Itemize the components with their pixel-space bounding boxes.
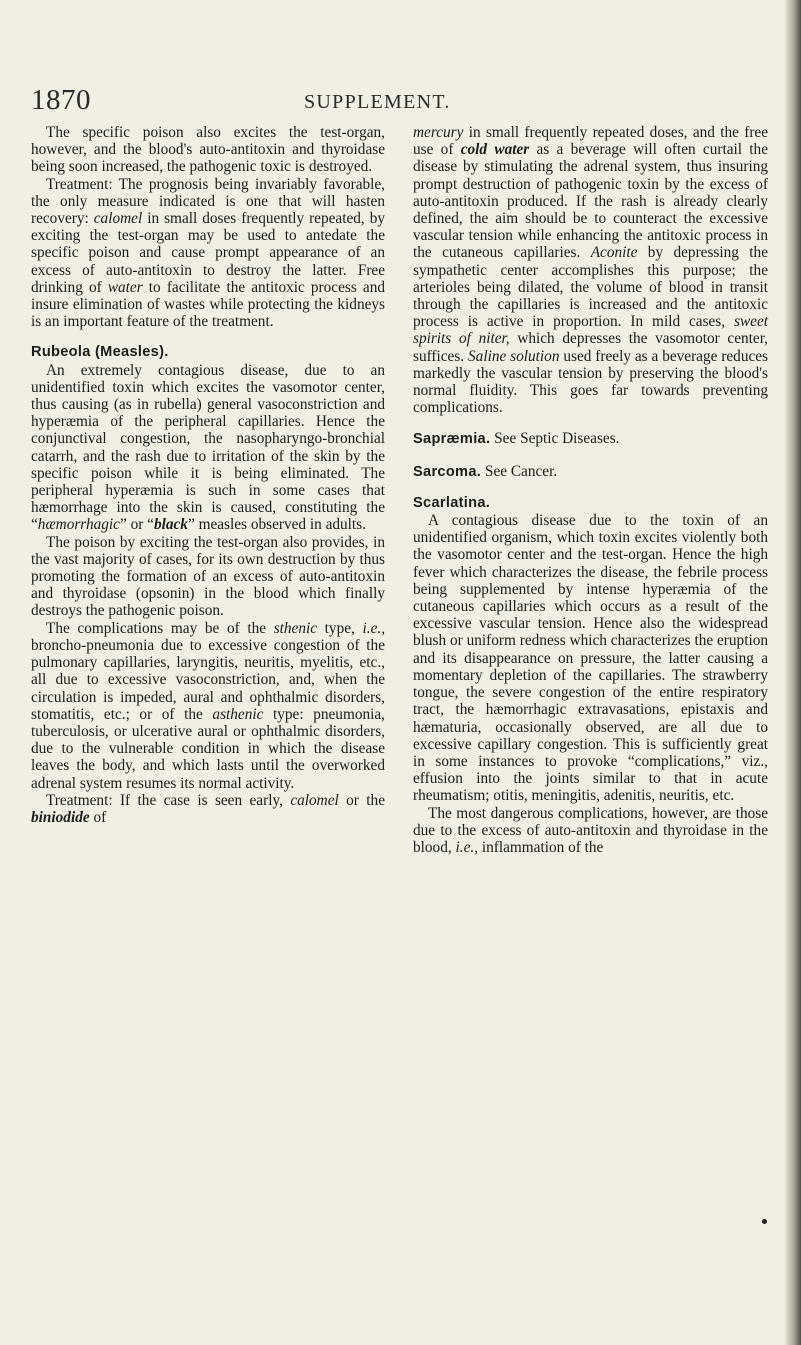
text: type: pneumonia, tuberculosis, or ulcerative aural or ophthalmic disorders, due to the vulnerable condition in which the disease leaves the body, and which lasts until the overworked adrenal system resumes its normal activity. bbox=[31, 705, 385, 792]
page-mark bbox=[762, 1219, 767, 1224]
paragraph bbox=[31, 362, 385, 534]
text: An extremely contagious disease, due to an unidentified toxin which excites the vasomotor center, thus causing (as in rubella) general vasoconstriction and hyperæmia of the peripheral capillaries. Hence the conjunctival congestion, the nasopharyngo-bronchial catarrh, and the rash due to irritation of the skin by the specific poison while it is being eliminated. The peripheral hyperæmia is such in some cases that hæmorrhage into the skin is caused, constituting the “ bbox=[31, 361, 385, 534]
paragraph bbox=[413, 124, 768, 416]
text: A contagious disease due to the toxin of an unidentified organism, which toxin excites violently both the vasomotor center and the test-organ. Hence the high fever which characterizes the disease, the febrile process being supplemented by intense hyperæmia of the cutaneous capillaries which occurs as a result of the excessive vascular tension. Hence also the widespread blush or uniform redness which characterizes the eruption and its disappearance on pressure, the latter causing a momentary depletion of the capillaries. The strawberry tongue, the severe congestion of the entire respiratory tract, the hæmorrhagic extravasations, epistaxis and hæmaturia, occasionally observed, are all due to excessive capillary congestion. This is sufficiently great in some instances to provoke “complications,” viz., effusion into the joints similar to that in acute rheumatism; otitis, meningitis, adenitis, neuritis, etc. bbox=[413, 512, 768, 805]
paragraph bbox=[413, 512, 768, 804]
text: ” measles observed in adults. bbox=[187, 516, 366, 534]
text: of bbox=[89, 808, 107, 826]
term: black bbox=[153, 516, 188, 534]
text: ” or “ bbox=[119, 516, 154, 534]
right-column bbox=[413, 124, 768, 856]
paragraph bbox=[31, 176, 385, 331]
drug-term: Aconite bbox=[590, 244, 638, 262]
text: Treatment: The prognosis being invariably favorable, the only measure indicated is one that will hasten recovery: bbox=[31, 175, 385, 228]
paragraph bbox=[31, 620, 385, 792]
text: in small doses frequently repeated, by exciting the test-organ may be used to antedate the specific poison and cause prompt appearance of an excess of auto-antitoxin to destroy the latter. Free drinking of bbox=[31, 210, 386, 296]
term: hæmorrhagic bbox=[37, 516, 120, 534]
drug-term: calomel bbox=[93, 210, 143, 228]
cross-reference-sarcoma bbox=[413, 463, 768, 481]
text: which depresses the vasomotor center, suffices. bbox=[413, 330, 769, 365]
text: broncho-pneumonia due to excessive congestion of the pulmonary capillaries, laryngitis, neuritis, myelitis, etc., all due to excessive vasoconstriction, and, when the circulation is impeded, aural and ophthalmic disorders, stomatitis, etc.; or of the bbox=[31, 636, 385, 723]
section-heading-sarcoma: Sarcoma. bbox=[413, 463, 482, 480]
cross-reference-sapraemia bbox=[413, 430, 768, 448]
paragraph bbox=[31, 792, 385, 826]
term: asthenic bbox=[212, 705, 264, 723]
text: See Cancer. bbox=[481, 462, 558, 480]
drug-term: biniodide bbox=[31, 808, 90, 826]
running-head: SUPPLEMENT. bbox=[304, 91, 451, 113]
drug-term: sweet spirits of niter, bbox=[413, 313, 768, 348]
text: Treatment: If the case is seen early, bbox=[46, 791, 291, 809]
text: The complications may be of the bbox=[46, 619, 274, 637]
text: See Septic Diseases. bbox=[490, 430, 620, 448]
term: i.e., bbox=[455, 838, 479, 856]
text: as a beverage will often curtail the disease by stimulating the adrenal system, thus insuring prompt destruction of pathogenic toxin by the excess of auto-antitoxin produced. If the rash is already clearly defined, the aim should be to counteract the excessive vascular tension while enhancing the antitoxic process in the cutaneous capillaries. bbox=[413, 141, 768, 262]
text: or the bbox=[338, 791, 385, 809]
left-column bbox=[31, 124, 385, 826]
text: by depressing the sympathetic center accomplishes this purpose; the arterioles being dilated, the volume of blood in transit through the capillaries is increased and the antitoxic process is active in proportion. In mild cases, bbox=[413, 244, 768, 331]
text: The specific poison also excites the test-organ, however, and the blood's auto-antitoxin and thyroidase being soon increased, the pathogenic toxic is destroyed. bbox=[31, 124, 385, 176]
paragraph bbox=[413, 805, 768, 857]
term: i.e., bbox=[362, 619, 386, 637]
drug-term: Saline solution bbox=[468, 347, 560, 365]
paragraph bbox=[31, 124, 385, 176]
section-heading-scarlatina: Scarlatina. bbox=[413, 494, 491, 511]
drug-term: water bbox=[107, 278, 143, 296]
text: type, bbox=[317, 619, 363, 637]
section-heading-sapraemia: Sapræmia. bbox=[413, 431, 491, 448]
text: in small frequently repeated doses, and the free use of bbox=[413, 124, 768, 159]
drug-term: mercury bbox=[413, 124, 464, 141]
text: inflammation of the bbox=[478, 838, 604, 856]
page-header bbox=[0, 84, 785, 114]
page-number: 1870 bbox=[31, 84, 91, 116]
section-heading-rubeola: Rubeola (Measles). bbox=[31, 344, 169, 361]
text: to facilitate the antitoxic process and insure elimination of wastes while protecting the kidneys is an important feature of the treatment. bbox=[31, 278, 385, 331]
paragraph bbox=[31, 534, 385, 620]
drug-term: cold water bbox=[460, 141, 530, 159]
text: The most dangerous complications, however, are those due to the excess of auto-antitoxin and thyroidase in the blood, bbox=[413, 804, 768, 856]
term: sthenic bbox=[273, 619, 318, 637]
text: used freely as a beverage reduces markedly the vascular tension by preserving the blood's normal fluidity. This goes far towards preventing complications. bbox=[413, 347, 769, 417]
page-edge-shadow bbox=[785, 0, 801, 1345]
drug-term: calomel bbox=[290, 791, 339, 809]
text: The poison by exciting the test-organ also provides, in the vast majority of cases, for its own destruction by thus promoting the formation of an excess of auto-antitoxin and thyroidase (opsonin) in the blood which finally destroys the pathogenic poison. bbox=[31, 533, 385, 620]
